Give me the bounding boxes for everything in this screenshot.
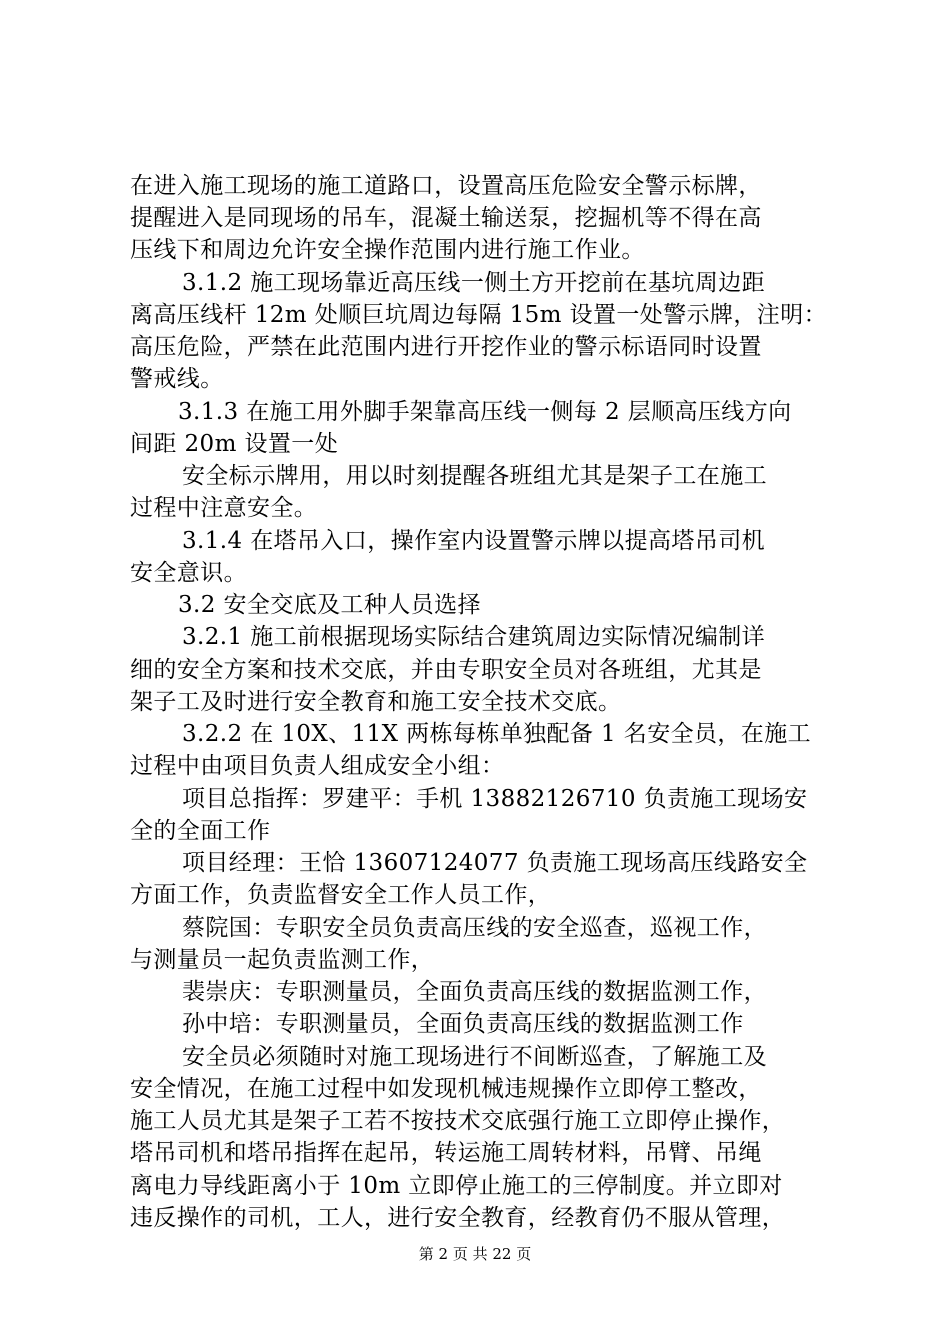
text-line: 裴崇庆：专职测量员，全面负责高压线的数据监测工作， [182, 979, 767, 1005]
text-line: 在进入施工现场的施工道路口，设置高压危险安全警示标牌， [130, 173, 762, 199]
text-line: 安全标示牌用，用以时刻提醒各班组尤其是架子工在施工 [182, 463, 767, 489]
text-line: 3.1.3 在施工用外脚手架靠高压线一侧每 2 层顺高压线方向 [178, 399, 792, 425]
text-line: 蔡院国：专职安全员负责高压线的安全巡查，巡视工作， [182, 915, 767, 941]
text-line: 塔吊司机和塔吊指挥在起吊，转运施工周转材料，吊臂、吊绳 [130, 1140, 762, 1166]
text-line: 间距 20m 设置一处 [130, 431, 339, 457]
text-line: 压线下和周边允许安全操作范围内进行施工作业。 [130, 237, 645, 263]
text-line: 3.2.2 在 10X、11X 两栋每栋单独配备 1 名安全员，在施工 [182, 721, 811, 747]
text-line: 高压危险，严禁在此范围内进行开挖作业的警示标语同时设置 [130, 334, 762, 360]
text-line: 方面工作，负责监督安全工作人员工作， [130, 882, 552, 908]
text-line: 细的安全方案和技术交底，并由专职安全员对各班组，尤其是 [130, 657, 762, 683]
text-line: 全的全面工作 [130, 818, 271, 844]
text-line: 警戒线。 [130, 366, 224, 392]
text-line: 孙中培：专职测量员，全面负责高压线的数据监测工作 [182, 1011, 744, 1037]
text-line: 架子工及时进行安全教育和施工安全技术交底。 [130, 689, 622, 715]
text-line: 3.1.4 在塔吊入口，操作室内设置警示牌以提高塔吊司机 [182, 528, 766, 554]
text-line: 过程中由项目负责人组成安全小组： [130, 753, 505, 779]
text-line: 过程中注意安全。 [130, 495, 318, 521]
text-line: 离高压线杆 12m 处顺巨坑周边每隔 15m 设置一处警示牌，注明： [130, 302, 827, 328]
section-heading: 3.2 安全交底及工种人员选择 [178, 592, 481, 618]
text-line: 安全意识。 [130, 560, 247, 586]
page-footer: 第 2 页 共 22 页 [418, 1245, 532, 1263]
text-line: 3.1.2 施工现场靠近高压线一侧土方开挖前在基坑周边距 [182, 270, 766, 296]
text-line: 3.2.1 施工前根据现场实际结合建筑周边实际情况编制详 [182, 624, 766, 650]
text-line: 违反操作的司机，工人，进行安全教育，经教育仍不服从管理， [130, 1205, 786, 1231]
text-line: 项目总指挥：罗建平：手机 13882126710 负责施工现场安 [182, 786, 808, 812]
text-line: 安全员必须随时对施工现场进行不间断巡查，了解施工及 [182, 1044, 767, 1070]
text-line: 与测量员一起负责监测工作， [130, 947, 435, 973]
text-line: 提醒进入是同现场的吊车，混凝土输送泵，挖掘机等不得在高 [130, 205, 762, 231]
text-line: 离电力导线距离小于 10m 立即停止施工的三停制度。并立即对 [130, 1173, 783, 1199]
text-line: 项目经理：王恰 13607124077 负责施工现场高压线路安全 [182, 850, 808, 876]
text-line: 安全情况，在施工过程中如发现机械违规操作立即停工整改， [130, 1076, 762, 1102]
text-line: 施工人员尤其是架子工若不按技术交底强行施工立即停止操作， [130, 1108, 786, 1134]
